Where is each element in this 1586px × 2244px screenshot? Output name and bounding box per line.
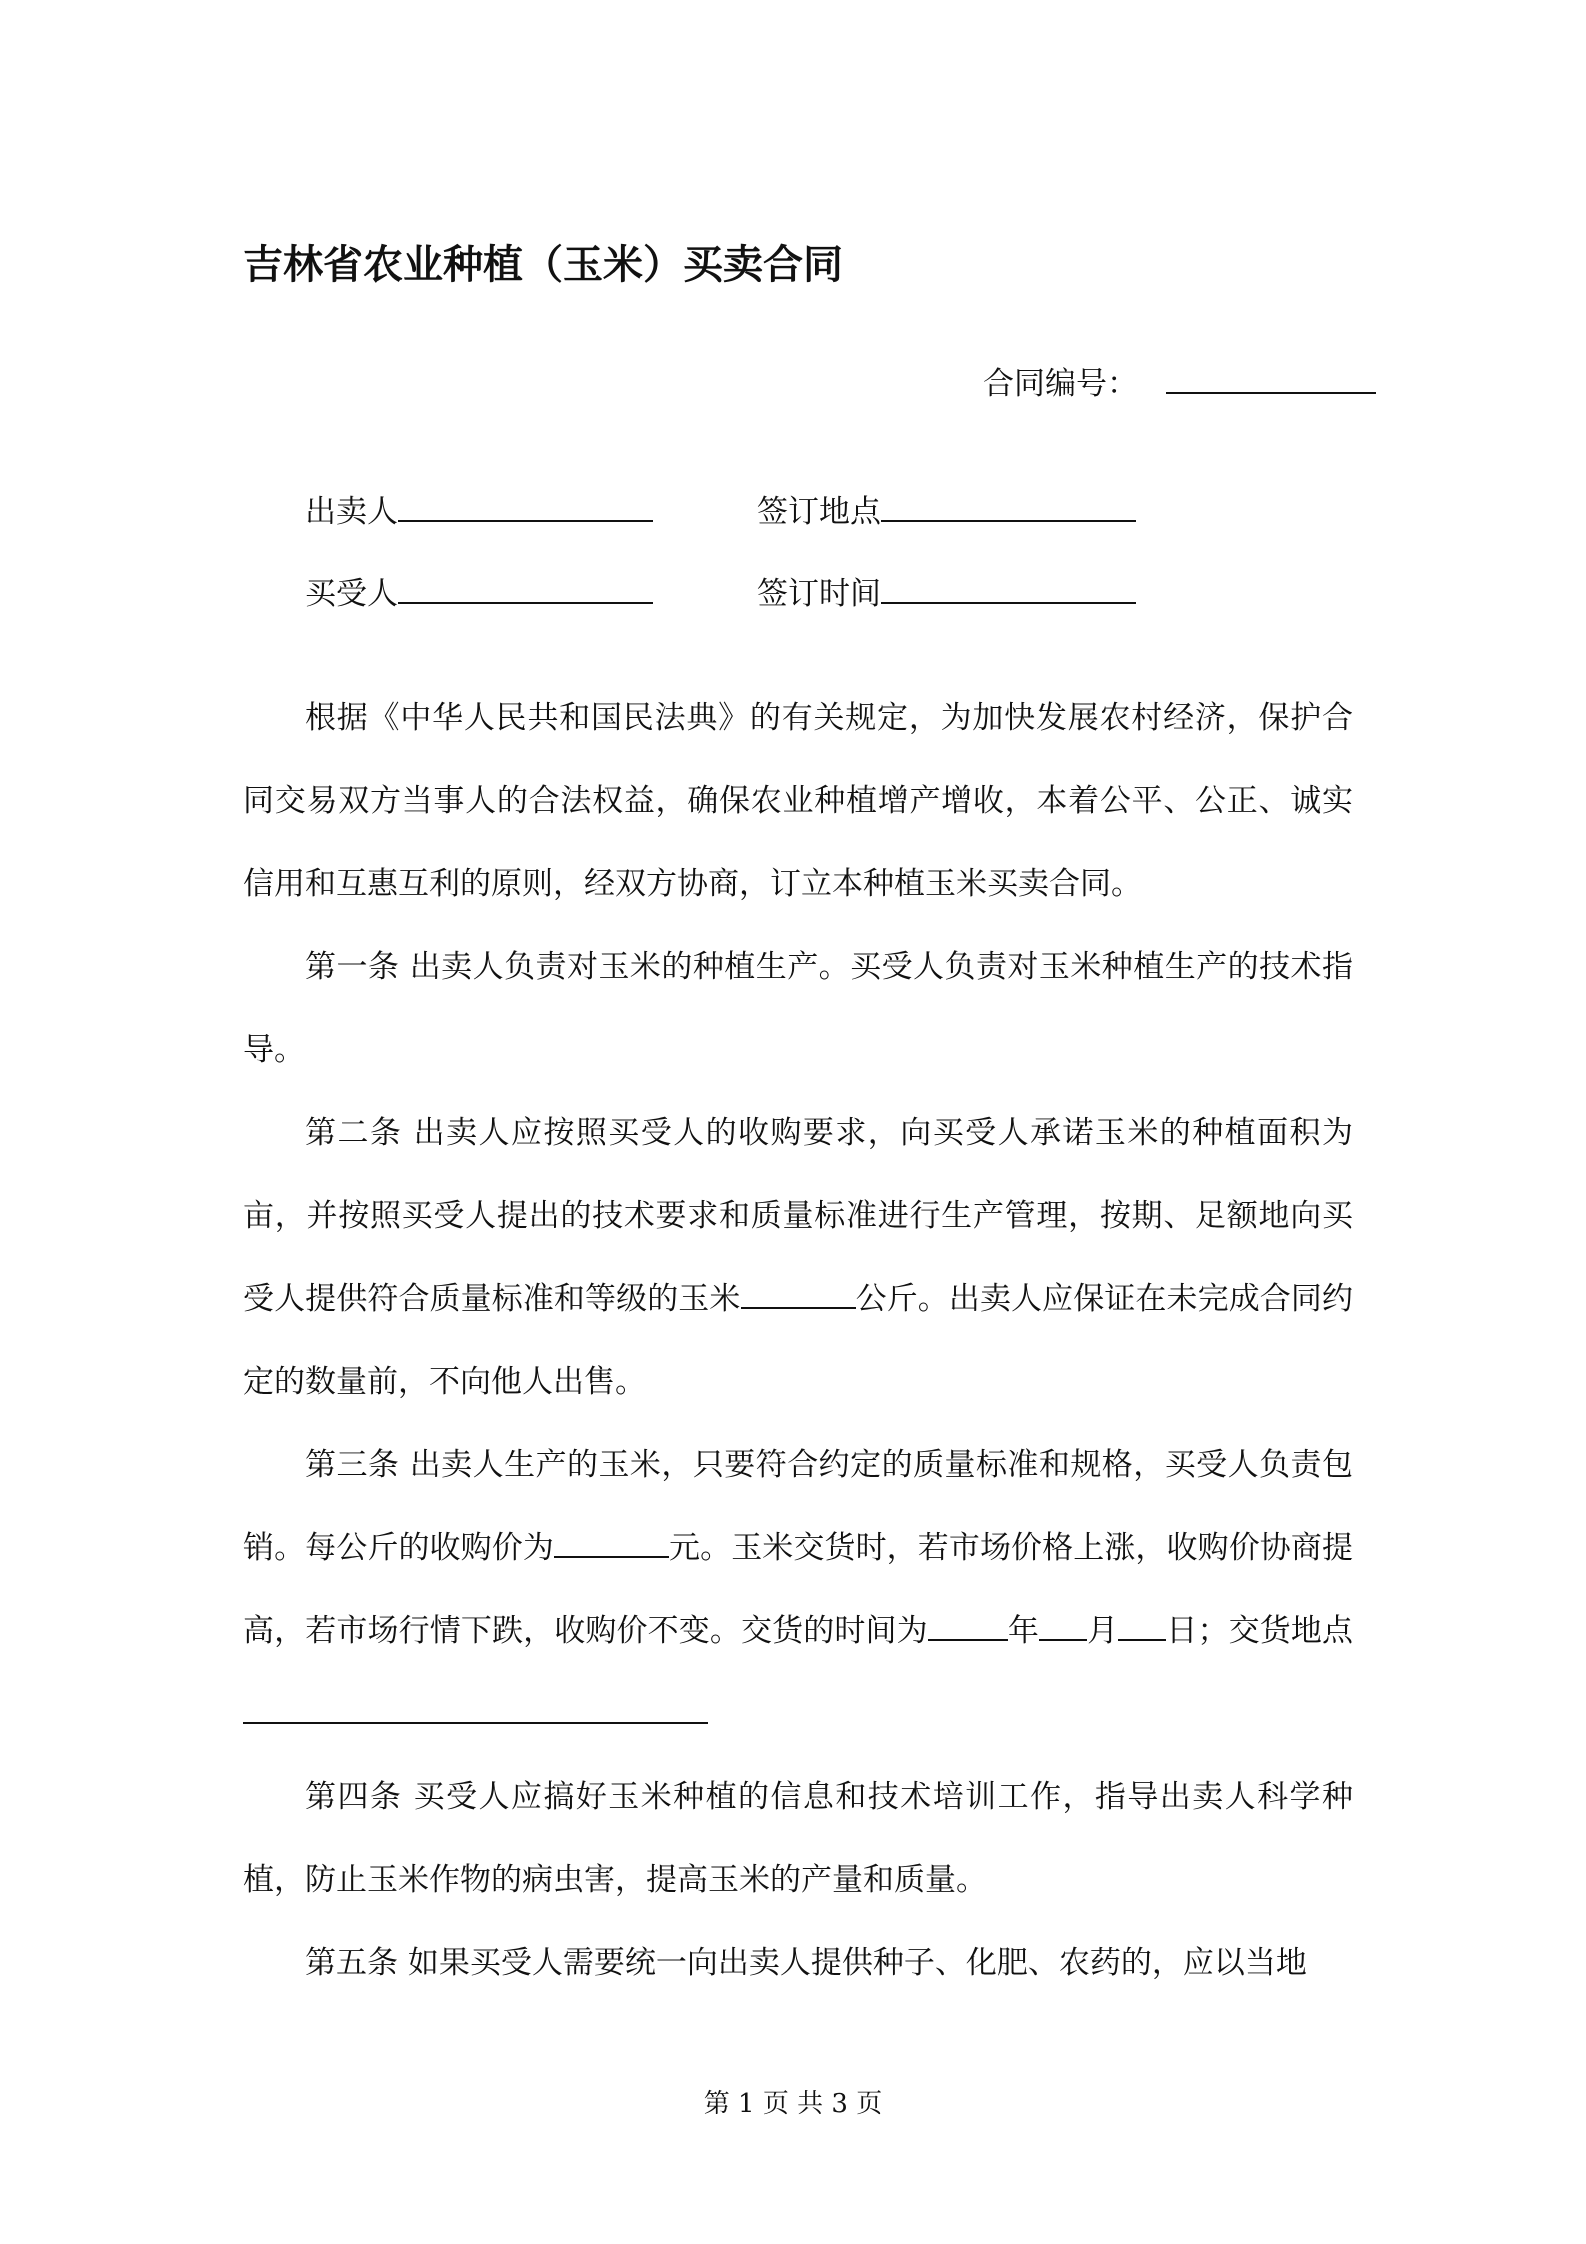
article-3-year-blank [928,1613,1008,1641]
article-3-text-a: 第三条 出卖人生产的玉米，只要符合约定的质量标准和规格，买受人负责包销。每公斤的收购价为 [243,1447,1353,1566]
buyer-field [305,572,653,615]
contract-number-label: 合同编号： [983,366,1138,402]
sign-time-field [757,572,1136,615]
article-3-day-blank [1118,1613,1166,1641]
contract-body [243,677,1353,2005]
article-3-year: 年 [1007,1613,1039,1649]
article-3 [243,1424,1353,1756]
article-3-place-blank [243,1696,708,1724]
sign-place-blank [881,490,1136,522]
buyer-label: 买受人 [305,576,398,612]
article-2-text-b: 公斤。出卖人应保证在未完成合同约定的数量前，不向他人出售。 [243,1281,1353,1400]
article-2-text-a: 第二条 出卖人应按照买受人的收购要求，向买受人承诺玉米的种植面积为亩，并按照买受人提出的技术要求和质量标准进行生产管理，按期、足额地向买受人提供符合质量标准和等级的玉米 [243,1115,1353,1317]
article-3-month-blank [1039,1613,1087,1641]
seller-label: 出卖人 [305,494,398,530]
page-footer: 第 1 页 共 3 页 [703,2089,883,2119]
sign-time-blank [881,572,1136,604]
article-5: 第五条 如果买受人需要统一向出卖人提供种子、化肥、农药的，应以当地 [305,1945,1307,1981]
seller-field [305,490,653,533]
contract-number-line [983,362,1376,405]
article-3-text-b: 元。玉米交货时，若市场价格上涨，收购价协商提高，若市场行情下跌，收购价不变。交货的时间为 [243,1530,1353,1649]
contract-number-blank [1166,362,1376,394]
article-2-quantity-blank [741,1281,856,1309]
article-4: 第四条 买受人应搞好玉米种植的信息和技术培训工作，指导出卖人科学种植，防止玉米作物的病虫害，提高玉米的产量和质量。 [243,1779,1353,1898]
sign-time-label: 签订时间 [757,576,881,612]
sign-place-label: 签订地点 [757,494,881,530]
sign-place-field [757,490,1136,533]
seller-blank [398,490,653,522]
document-title: 吉林省农业种植（玉米）买卖合同 [243,242,843,288]
article-1: 第一条 出卖人负责对玉米的种植生产。买受人负责对玉米种植生产的技术指导。 [243,949,1353,1068]
intro-paragraph: 根据《中华人民共和国民法典》的有关规定，为加快发展农村经济，保护合同交易双方当事人的合法权益，确保农业种植增产增收，本着公平、公正、诚实信用和互惠互利的原则，经双方协商，订立本种植玉米买卖合同。 [243,700,1353,902]
article-2 [243,1092,1353,1424]
article-3-day-and-place: 日；交货地点 [1166,1613,1353,1649]
buyer-blank [398,572,653,604]
article-3-month: 月 [1087,1613,1119,1649]
article-3-price-blank [554,1530,669,1558]
